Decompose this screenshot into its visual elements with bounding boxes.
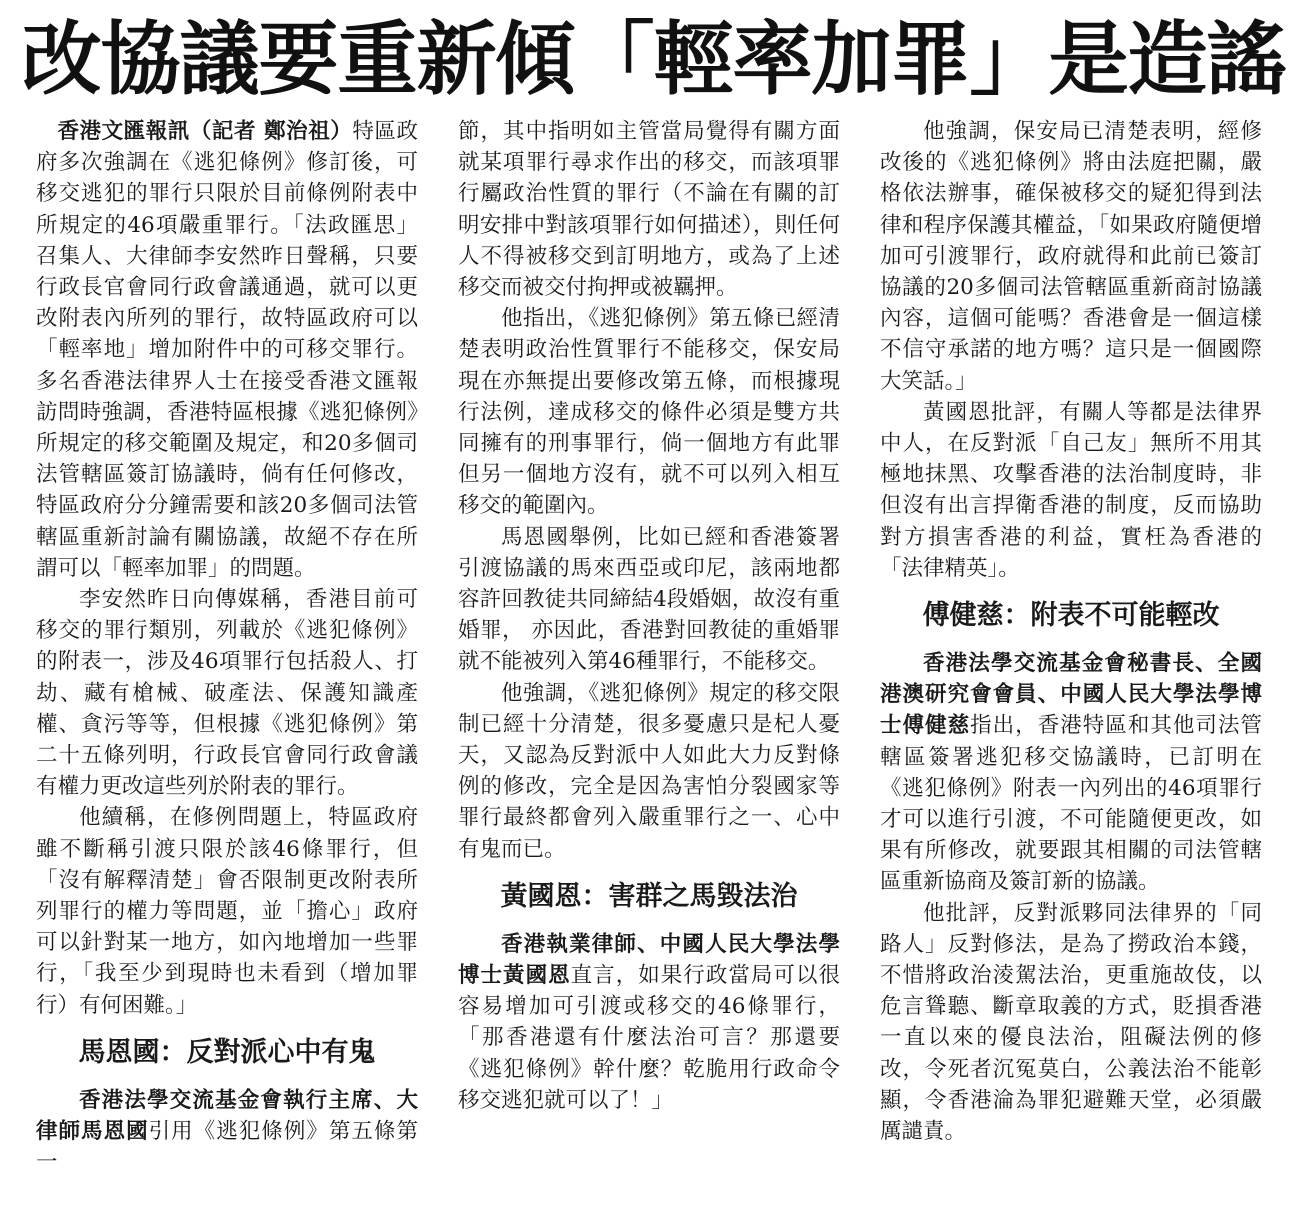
paragraph-text: 引用《逃犯條例》第五條第一	[36, 1119, 418, 1176]
subheading: 黃國恩：害群之馬毀法治	[500, 880, 798, 912]
paragraph	[36, 1085, 418, 1179]
subheading: 馬恩國：反對派心中有鬼	[78, 1036, 376, 1068]
paragraph: 節，其中指明如主管當局覺得有關方面就某項罪行尋求作出的移交，而該項罪行屬政治性質的罪行（不論在有關的訂明安排中對該項罪行如何描述），則任何人不得被移交到訂明地方，或為了上述移交而被交付拘押或被羈押。	[458, 119, 840, 301]
paragraph-text: 指出，香港特區和其他司法管轄區簽署逃犯移交協議時，已訂明在《逃犯條例》附表一內列出的46項罪行才可以進行引渡，不可能隨便更改，如果有所修改，就要跟其相關的司法管轄區重新協商及簽訂新的協議。	[880, 713, 1262, 895]
lead-paragraph	[36, 116, 418, 584]
article-column-1	[36, 116, 418, 1179]
paragraph	[458, 929, 840, 1116]
speaker-title: 香港法學交流基金會秘書長、全國港澳研究會會員、中國人民大學法學博士傅健慈	[880, 651, 1262, 739]
paragraph: 他批評，反對派夥同法律界的「同路人」反對修法，是為了撈政治本錢，不惜將政治淩駕法治，更重施故伎，以危言聳聽、斷章取義的方式，貶損香港一直以來的優良法治，阻礙法例的修改，令死者沉冤莫白，公義法治不能彰顯，令香港淪為罪犯避難天堂，必須嚴厲譴責。	[880, 900, 1262, 1145]
paragraph: 馬恩國舉例，比如已經和香港簽署引渡協議的馬來西亞或印尼，該兩地都容許回教徒共同締結4段婚姻，故沒有重婚罪， 亦因此，香港對回教徒的重婚罪就不能被列入第46種罪行，不能移交。	[458, 524, 840, 675]
paragraph: 他強調，保安局已清楚表明，經修改後的《逃犯條例》將由法庭把關，嚴格依法辦事，確保被移交的疑犯得到法律和程序保護其權益，「如果政府隨便增加可引渡罪行，政府就得和此前已簽訂協議的20多個司法管轄區重新商討協議內容，這個可能嗎？香港會是一個這樣不信守承諾的地方嗎？這只是一個國際大笑話。」	[880, 119, 1262, 394]
paragraph: 他指出，《逃犯條例》第五條已經清楚表明政治性質罪行不能移交，保安局現在亦無提出要修改第五條，而根據現行法例，達成移交的條件必須是雙方共同擁有的刑事罪行，倘一個地方有此罪但另一個地方沒有，就不可以列入相互移交的範圍內。	[458, 306, 840, 519]
dateline: 香港文匯報訊（記者 鄭治祖）	[57, 119, 353, 144]
subheading: 傅健慈：附表不可能輕改	[922, 600, 1220, 632]
paragraph: 他續稱，在修例問題上，特區政府雖不斷稱引渡只限於該46條罪行，但「沒有解釋清楚」會否限制更改附表所列罪行的權力等問題，並「擔心」政府可以針對某一地方，如內地增加一些罪行，「我至少到現時也未看到（增加罪行）有何困難。」	[36, 805, 418, 1018]
headline: 改協議要重新傾「輕率加罪」是造謠	[21, 13, 1286, 106]
paragraph: 他強調，《逃犯條例》規定的移交限制已經十分清楚，很多憂慮只是杞人憂天，又認為反對派中人如此大力反對條例的修改，完全是因為害怕分裂國家等罪行最終都會列入嚴重罪行之一、心中有鬼而已。	[458, 680, 840, 862]
paragraph: 李安然昨日向傳媒稱，香港目前可移交的罪行類別，列載於《逃犯條例》的附表一，涉及46項罪行包括殺人、打劫、藏有槍械、破產法、保護知識產權、貪污等等，但根據《逃犯條例》第二十五條列明，行政長官會同行政會議有權力更改這些列於附表的罪行。	[36, 587, 418, 800]
paragraph-text: 直言，如果行政當局可以很容易增加可引渡或移交的46條罪行，「那香港還有什麼法治可言？那還要《逃犯條例》幹什麼？乾脆用行政命令移交逃犯就可以了！」	[458, 963, 840, 1113]
paragraph: 黃國恩批評，有關人等都是法律界中人，在反對派「自己友」無所不用其極地抹黑、攻擊香港的法治制度時，非但沒有出言捍衛香港的制度，反而協助對方損害香港的利益，實枉為香港的「法律精英」。	[880, 399, 1262, 581]
article-column-2	[458, 116, 840, 1116]
lead-text: 特區政府多次強調在《逃犯條例》修訂後，可移交逃犯的罪行只限於目前條例附表中所規定的46項嚴重罪行。「法政匯思」召集人、大律師李安然昨日聲稱，只要行政長官會同行政會議通過，就可以更改附表內所列的罪行，故特區政府可以「輕率地」增加附件中的可移交罪行。多名香港法律界人士在接受香港文匯報訪問時強調，香港特區根據《逃犯條例》所規定的移交範圍及規定，和20多個司法管轄區簽訂協議時，倘有任何修改，特區政府分分鐘需要和該20多個司法管轄區重新討論有關協議，故絕不存在所謂可以「輕率加罪」的問題。	[36, 119, 418, 581]
speaker-title: 香港法學交流基金會執行主席、大律師馬恩國	[36, 1087, 418, 1145]
speaker-title: 香港執業律師、中國人民大學法學博士黃國恩	[458, 931, 840, 989]
article-column-3	[880, 116, 1262, 1147]
paragraph	[880, 648, 1262, 898]
